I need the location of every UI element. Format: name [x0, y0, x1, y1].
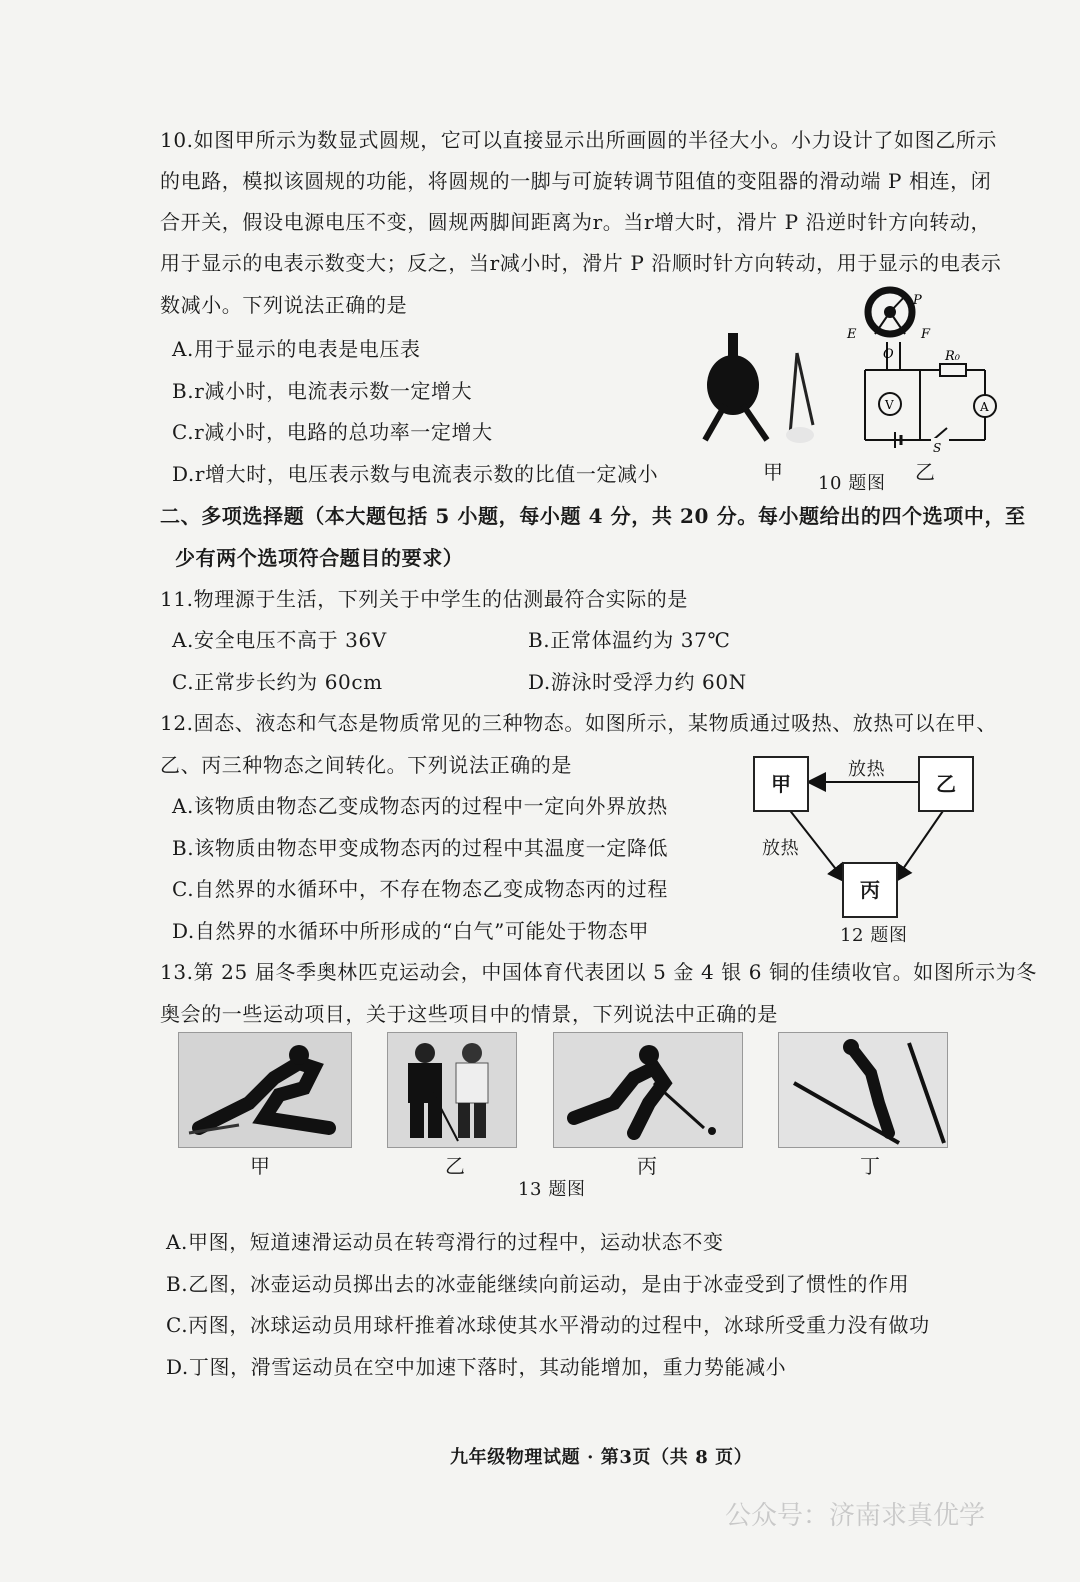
photo-ice-hockey [553, 1032, 743, 1148]
q13-line-2: 奥会的一些运动项目，关于这些项目中的情景，下列说法中正确的是 [160, 1002, 778, 1026]
label-v: V [885, 398, 894, 412]
q11-option-c: C.正常步长约为 60cm [172, 670, 383, 694]
q10-fig-caption: 10 题图 [818, 473, 886, 494]
q13-fig-caption: 13 题图 [518, 1179, 586, 1200]
q10-option-d: D.r增大时，电压表示数与电流表示数的比值一定减小 [172, 462, 659, 486]
arrow-label-top: 放热 [848, 759, 886, 780]
q10-option-b: B.r减小时，电流表示数一定增大 [172, 379, 473, 403]
q12-option-b: B.该物质由物态甲变成物态丙的过程中其温度一定降低 [172, 836, 669, 860]
q12-fig-caption: 12 题图 [840, 925, 908, 946]
q10-option-a: A.用于显示的电表是电压表 [172, 337, 421, 361]
q10-fig-label-jia: 甲 [763, 460, 784, 484]
section2-heading-line-2: 少有两个选项符合题目的要求） [175, 546, 464, 570]
q11-option-a: A.安全电压不高于 36V [172, 628, 387, 652]
label-f: F [921, 327, 931, 342]
photo-label-jia: 甲 [250, 1154, 271, 1178]
photo-label-bing: 丙 [637, 1154, 658, 1178]
photo-label-ding: 丁 [860, 1154, 881, 1178]
arrow-label-left: 放热 [762, 838, 800, 859]
q13-option-a: A.甲图，短道速滑运动员在转弯滑行的过程中，运动状态不变 [166, 1230, 724, 1254]
state-box-bing: 丙 [842, 862, 898, 918]
photo-label-yi: 乙 [445, 1154, 466, 1178]
q12-line-1: 12.固态、液态和气态是物质常见的三种物态。如图所示，某物质通过吸热、放热可以在甲、 [160, 711, 998, 735]
q10-line-1: 10.如图甲所示为数显式圆规，它可以直接显示出所画圆的半径大小。小力设计了如图乙所示 [160, 128, 998, 152]
q12-option-d: D.自然界的水循环中所形成的“白气”可能处于物态甲 [172, 919, 650, 943]
q10-line-4: 用于显示的电表示数变大；反之，当r减小时，滑片 P 沿顺时针方向转动，用于显示的电表示 [160, 251, 1002, 275]
q10-line-3: 合开关，假设电源电压不变，圆规两脚间距离为r。当r增大时，滑片 P 沿逆时针方向转动， [160, 210, 992, 234]
q11-option-d: D.游泳时受浮力约 60N [528, 670, 747, 694]
page-footer: 九年级物理试题 · 第3页（共 8 页） [450, 1447, 753, 1468]
photo-ski-jumping [778, 1032, 948, 1148]
q13-line-1: 13.第 25 届冬季奥林匹克运动会，中国体育代表团以 5 金 4 银 6 铜的佳绩收官。如图所示为冬 [160, 960, 1037, 984]
q13-option-b: B.乙图，冰壶运动员掷出去的冰壶能继续向前运动，是由于冰壶受到了惯性的作用 [166, 1272, 910, 1296]
label-s: S [933, 441, 942, 455]
watermark: 公众号：济南求真优学 [725, 1501, 986, 1531]
q11-stem: 11.物理源于生活，下列关于中学生的估测最符合实际的是 [160, 587, 689, 611]
section2-heading-line-1: 二、多项选择题（本大题包括 5 小题，每小题 4 分，共 20 分。每小题给出的四个选项中，至 [160, 504, 1026, 528]
label-o: O [883, 347, 894, 362]
circuit-diagram [845, 282, 1005, 455]
q13-option-d: D.丁图，滑雪运动员在空中加速下落时，其动能增加，重力势能减小 [166, 1355, 787, 1379]
q10-fig-label-yi: 乙 [915, 460, 936, 484]
label-p: P [913, 293, 922, 308]
q10-option-c: C.r减小时，电路的总功率一定增大 [172, 420, 493, 444]
label-e: E [847, 327, 857, 342]
q10-line-2: 的电路，模拟该圆规的功能，将圆规的一脚与可旋转调节阻值的变阻器的滑动端 P 相连，闭 [160, 169, 992, 193]
photo-curling [387, 1032, 517, 1148]
label-a: A [980, 400, 989, 414]
q12-line-2: 乙、丙三种物态之间转化。下列说法正确的是 [160, 753, 572, 777]
q12-option-a: A.该物质由物态乙变成物态丙的过程中一定向外界放热 [172, 794, 668, 818]
photo-speed-skating [178, 1032, 352, 1148]
compass-figure [695, 325, 815, 445]
q12-option-c: C.自然界的水循环中，不存在物态乙变成物态丙的过程 [172, 877, 668, 901]
label-r0: R₀ [945, 349, 960, 364]
q11-option-b: B.正常体温约为 37℃ [528, 628, 731, 652]
state-box-jia: 甲 [753, 756, 809, 812]
state-box-yi: 乙 [918, 756, 974, 812]
q10-line-5: 数减小。下列说法正确的是 [160, 293, 408, 317]
q13-option-c: C.丙图，冰球运动员用球杆推着冰球使其水平滑动的过程中，冰球所受重力没有做功 [166, 1313, 930, 1337]
